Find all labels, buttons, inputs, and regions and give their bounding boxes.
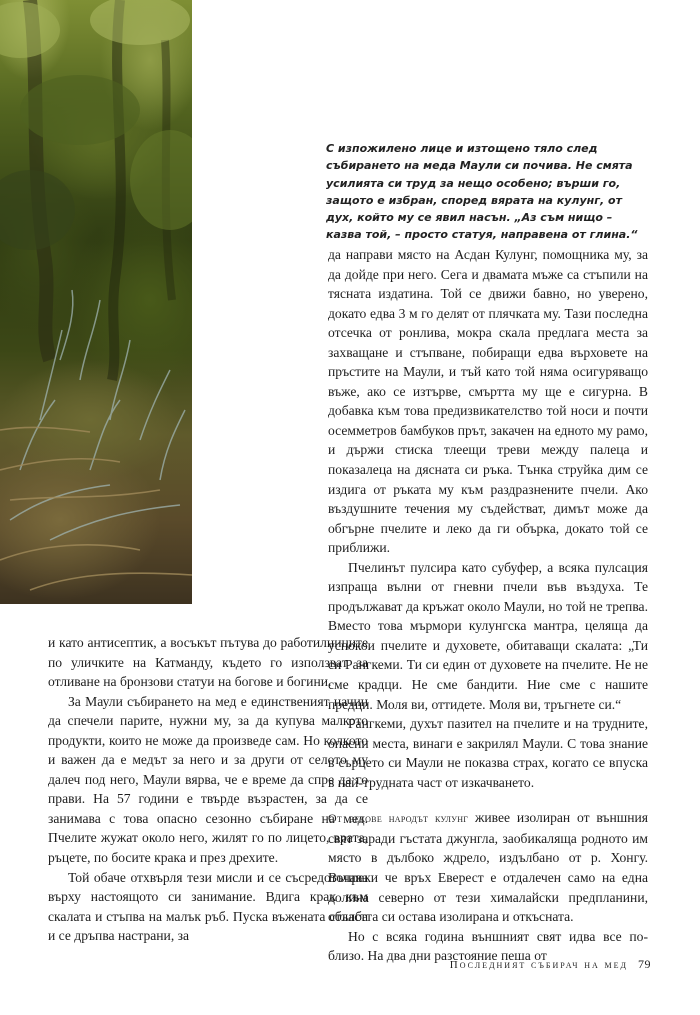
forest-photo (0, 0, 192, 604)
section-lead-in: От векове народът кулунг (328, 811, 469, 826)
page-number: 79 (638, 957, 651, 971)
paragraph: За Маули събирането на мед е единственият начин да спечели парите, нужни му, за да купува малкото продукти, които не може да произведе сам. Но колкото и важен да е медът за него и за други от селото му далеч под него, Маули вярва, че е време да спре да го прави. На 57 години е твърде възрастен, за да се занимава с това опасно сезонно събиране на мед. Пчелите жужат около него, жилят го по лицето, врата, ръцете, по босите крака и през дрехите. (48, 693, 368, 866)
left-column (48, 633, 368, 946)
paragraph: Рангкеми, духът пазител на пчелите и на трудните, опасни места, винаги е закрилял Маули. С това знание в сърцето си Маули не показва страх, когато се впуска в най-трудната част от изкачването. (328, 716, 648, 790)
paragraph: Но с всяка година външният свят идва все по-близо. На два дни разстояние пеша от (328, 928, 648, 964)
paragraph: и като антисептик, а восъкът пътува до работилниците по уличките на Катманду, където го използват за отливане на бронзови статуи на богове и богини. (48, 635, 368, 690)
paragraph: да направи място на Асдан Кулунг, помощника му, за да дойде при него. Сега и двамата мъже са стъпили на тясната издатина. Той се движи бавно, но уверено, докато едва 3 м го делят от плячката му. Тази последна отсечка от ронлива, мокра скала предлага места за захващане и стъпване, побиращи едва върховете на пръстите на Маули, и тъй като той няма осигуряващо въже, ако се изтърве, смъртта му ще е сигурна. В добавка към това предизвикателство той носи и почти осемметров бамбуков прът, закачен на едното му рамо, и държи стиска тлеещи треви между палеца и показалеца на дясната си ръка. Тънка струйка дим се издига от ръката му към раздразнените пчели. Ако въздушните течения му съдействат, димът може да обгърне пчелите и леко да ги обърка, докато той се приближи. (328, 247, 648, 556)
paragraph: Той обаче отхвърля тези мисли и се съсредоточава върху настоящото си занимание. Вдига крак към скалата и стъпва на малък ръб. Пуска въжената стълба и се дръпва настрани, за (48, 869, 368, 944)
running-title: Последният събирач на мед (449, 959, 628, 971)
page-footer (450, 957, 651, 972)
section-opening-paragraph (328, 808, 648, 926)
right-column (328, 245, 648, 966)
photo-caption: С изпожилено лице и изтощено тяло след събирането на меда Маули си почива. Не смята усилията си труд за нещо особено; върши го, защото е избран, според вярата на кулунг, от дух, който му се явил насън. „Аз съм нищо – казва той, – просто статуя, направена от глина.“ (326, 142, 638, 242)
forest-photo-icon (0, 0, 192, 604)
paragraph: Пчелинът пулсира като субуфер, а всяка пулсация изпраща вълни от гневни пчели във въздуха. Те продължават да кръжат около Маули, но той не трепва. Вместо това мърмори кулунгска мантра, целяща да успокои пчелите и духовете, обитаващи скалата: „Ти си Рангкеми. Ти си един от духовете на пчелите. Не не сме крадци. Не сме бандити. Ние сме с нашите предци. Моля ви, оттидете. Моля ви, тръгнете си.“ (328, 559, 648, 712)
section-text: живее изолиран от външния свят заради гъстата джунгла, заобикаляща родното им място в дълбоко ждрело, издълбано от р. Хонгу. Въпреки че връх Еверест е отдалечен само на една долина северно от тези хималайски предпланини, областта си остава изолирана и откъсната. (328, 810, 648, 925)
section-break (328, 792, 648, 808)
